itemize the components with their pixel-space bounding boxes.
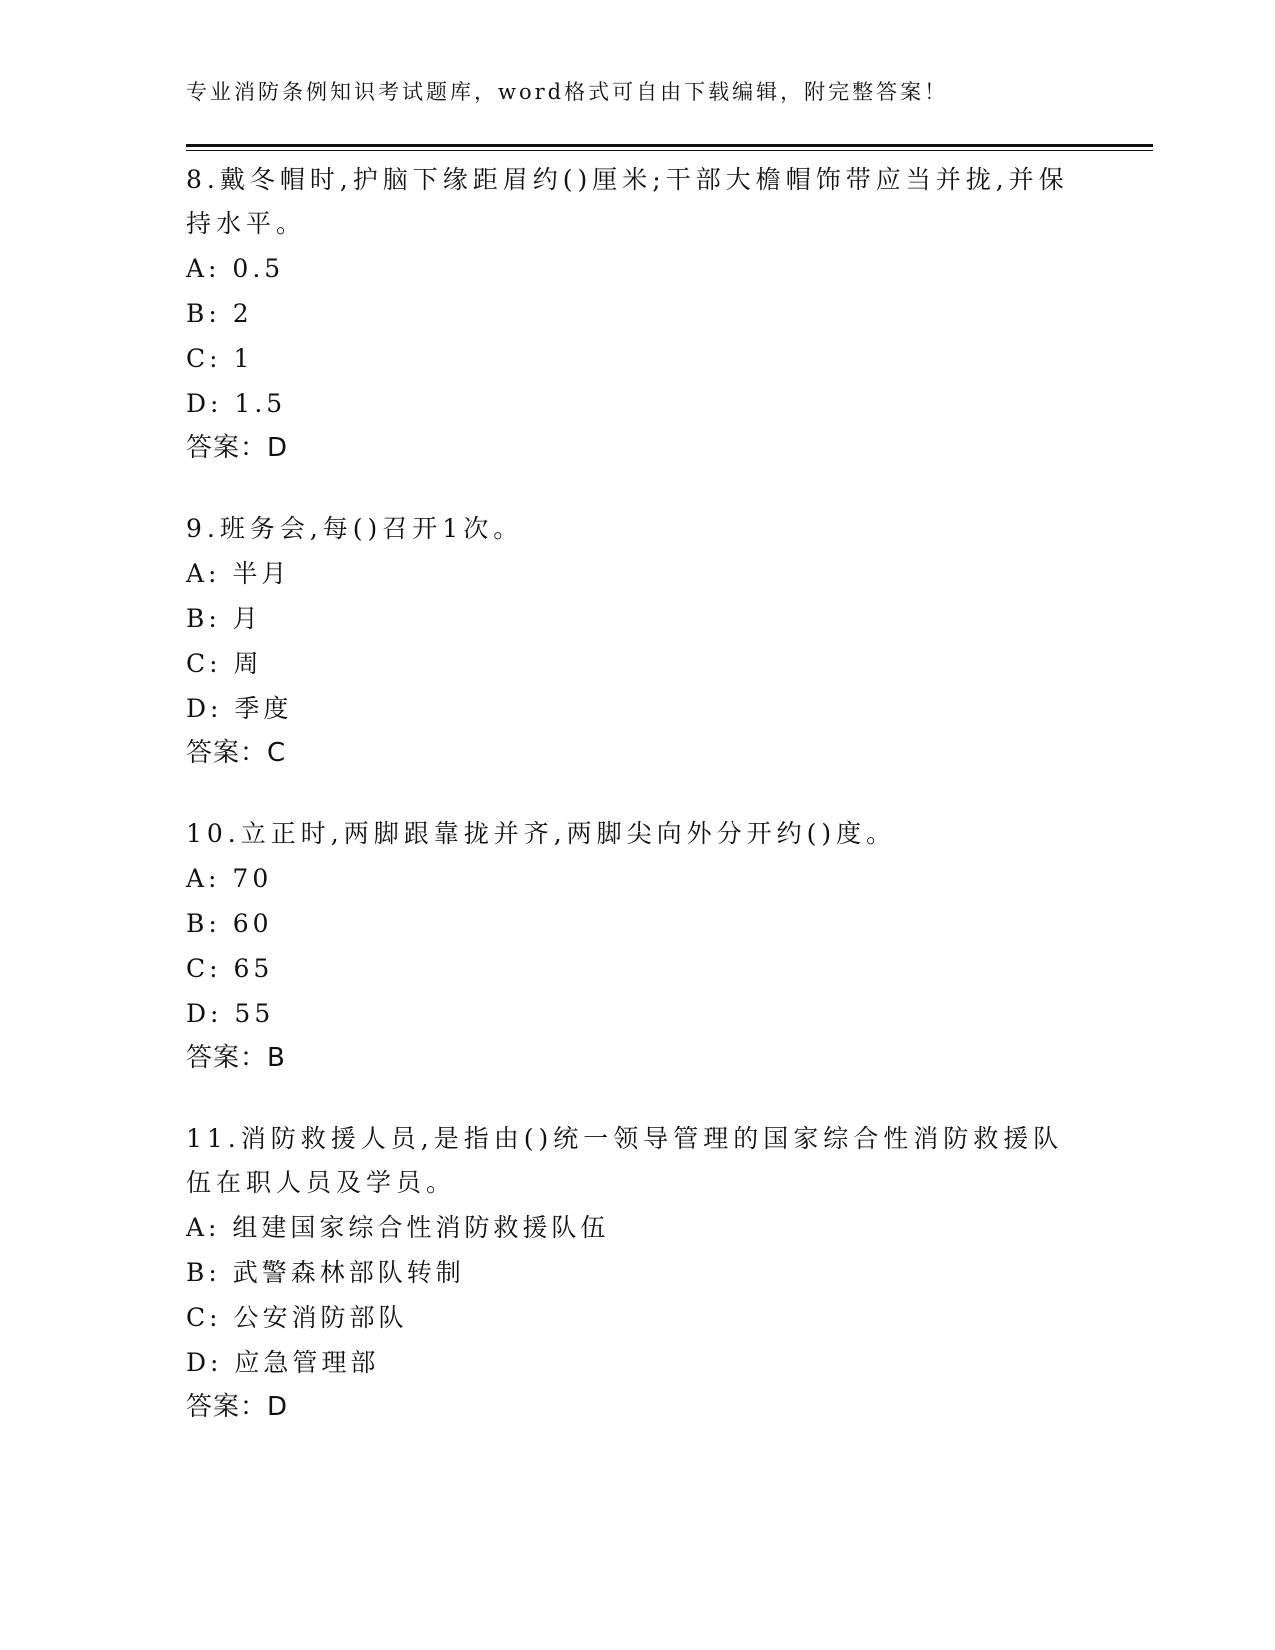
question-stem: 10.立正时,两脚跟靠拢并齐,两脚尖向外分开约()度。 xyxy=(186,819,897,848)
question-8 xyxy=(186,158,1086,471)
question-list xyxy=(186,158,1086,1466)
option-c: C: 1 xyxy=(186,344,254,373)
question-9 xyxy=(186,507,1086,776)
question-stem: 11.消防救援人员,是指由()统一领导管理的国家综合性消防救援队伍在职人员及学员。 xyxy=(186,1124,1064,1197)
question-10 xyxy=(186,812,1086,1081)
answer-line: 答案：D xyxy=(186,433,289,463)
option-a: A: 组建国家综合性消防救援队伍 xyxy=(186,1213,610,1242)
option-b: B: 2 xyxy=(186,299,253,328)
page-header: 专业消防条例知识考试题库，word格式可自由下载编辑，附完整答案！ xyxy=(186,80,949,104)
answer-line: 答案：D xyxy=(186,1392,289,1422)
option-a: A: 0.5 xyxy=(186,254,285,283)
option-c: C: 65 xyxy=(186,954,274,983)
option-d: D: 55 xyxy=(186,999,275,1028)
option-d: D: 季度 xyxy=(186,694,293,723)
answer-line: 答案：B xyxy=(186,1043,286,1073)
option-c: C: 周 xyxy=(186,649,263,678)
question-stem: 8.戴冬帽时,护脑下缘距眉约()厘米;干部大檐帽饰带应当并拢,并保持水平。 xyxy=(186,165,1069,238)
option-a: A: 70 xyxy=(186,864,273,893)
option-b: B: 60 xyxy=(186,909,273,938)
question-11 xyxy=(186,1117,1086,1430)
option-d: D: 应急管理部 xyxy=(186,1348,380,1377)
header-divider-thin xyxy=(186,150,1153,151)
option-a: A: 半月 xyxy=(186,559,291,588)
answer-line: 答案：C xyxy=(186,738,287,768)
option-d: D: 1.5 xyxy=(186,389,287,418)
option-c: C: 公安消防部队 xyxy=(186,1303,408,1332)
option-b: B: 武警森林部队转制 xyxy=(186,1258,465,1287)
option-b: B: 月 xyxy=(186,604,262,633)
header-divider xyxy=(186,144,1153,147)
question-stem: 9.班务会,每()召开1次。 xyxy=(186,514,524,543)
